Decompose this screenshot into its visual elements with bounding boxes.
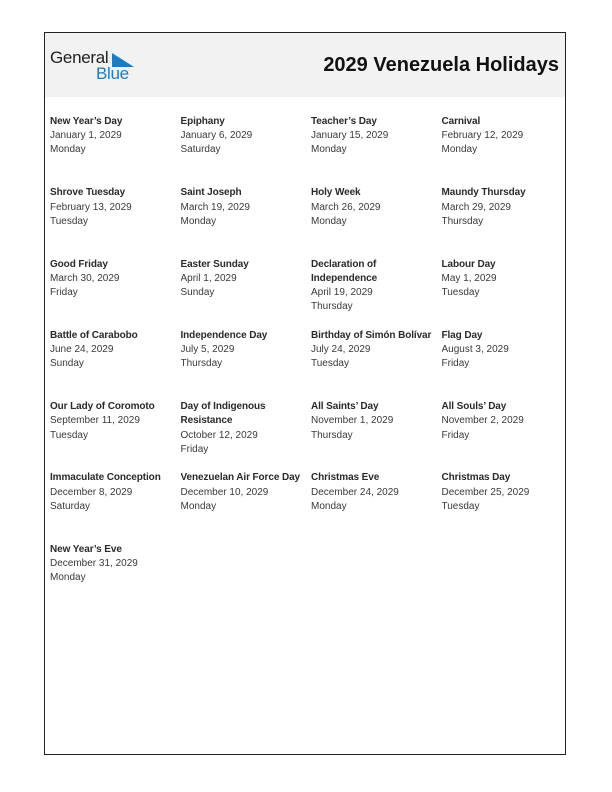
- holiday-name: Independence Day: [180, 329, 268, 341]
- holiday-date: September 11, 2029: [50, 415, 140, 427]
- calendar-page: [44, 32, 566, 755]
- holiday-name: Battle of Carabobo: [50, 329, 138, 341]
- holiday-weekday: Thursday: [311, 301, 353, 313]
- holiday-name: Shrove Tuesday: [50, 187, 126, 199]
- holiday-item: [442, 329, 565, 400]
- holiday-date: January 1, 2029: [50, 130, 122, 142]
- holiday-date: November 1, 2029: [311, 415, 394, 427]
- holiday-weekday: Monday: [311, 500, 347, 512]
- holiday-weekday: Tuesday: [50, 429, 88, 441]
- holiday-name: Saint Joseph: [180, 187, 242, 199]
- holiday-item: [50, 471, 181, 542]
- holiday-item: [50, 186, 181, 257]
- holiday-list: [50, 115, 565, 614]
- holiday-date: December 10, 2029: [180, 486, 269, 498]
- holiday-name: Teacher’s Day: [311, 116, 377, 127]
- holiday-weekday: Thursday: [441, 215, 484, 227]
- holiday-date: August 3, 2029: [441, 344, 509, 356]
- holiday-item: [311, 186, 442, 257]
- holiday-item: [50, 543, 181, 614]
- holiday-date: February 12, 2029: [441, 130, 524, 142]
- holiday-name: Good Friday: [50, 258, 108, 270]
- page-title: 2029 Venezuela Holidays: [323, 54, 559, 76]
- holiday-item: [50, 115, 181, 186]
- holiday-name: Christmas Day: [441, 472, 511, 484]
- holiday-date: December 24, 2029: [311, 486, 399, 498]
- holiday-weekday: Tuesday: [441, 500, 480, 512]
- holiday-name: All Souls’ Day: [441, 401, 507, 413]
- holiday-date: July 24, 2029: [311, 344, 371, 356]
- holiday-date: October 12, 2029: [180, 429, 258, 441]
- holiday-date: December 31, 2029: [50, 557, 138, 569]
- holiday-date: June 24, 2029: [50, 344, 114, 356]
- holiday-item: [181, 329, 312, 400]
- holiday-name: Flag Day: [441, 329, 483, 341]
- generalblue-logo: [50, 48, 140, 84]
- holiday-date: December 25, 2029: [441, 486, 530, 498]
- holiday-date: January 15, 2029: [311, 130, 389, 142]
- holiday-weekday: Friday: [50, 287, 78, 298]
- holiday-date: January 6, 2029: [180, 130, 253, 142]
- holiday-date: March 29, 2029: [441, 201, 511, 213]
- holiday-weekday: Monday: [180, 215, 217, 227]
- holiday-weekday: Friday: [180, 443, 209, 455]
- holiday-weekday: Tuesday: [311, 358, 349, 370]
- holiday-weekday: Monday: [311, 215, 347, 227]
- holiday-date: March 19, 2029: [180, 201, 250, 213]
- holiday-name: Day of Indigenous Resistance: [180, 401, 266, 427]
- holiday-date: March 26, 2029: [311, 201, 381, 213]
- holiday-weekday: Monday: [441, 144, 478, 156]
- holiday-name: Easter Sunday: [180, 258, 249, 270]
- holiday-weekday: Friday: [441, 358, 470, 370]
- holiday-weekday: Sunday: [50, 358, 84, 370]
- holiday-weekday: Monday: [50, 572, 86, 584]
- holiday-weekday: Thursday: [311, 429, 353, 441]
- holiday-item: [311, 400, 442, 471]
- holiday-item: [50, 400, 181, 471]
- holiday-name: Immaculate Conception: [50, 472, 161, 484]
- holiday-item: [311, 329, 442, 400]
- holiday-date: December 8, 2029: [50, 486, 133, 498]
- holiday-weekday: Saturday: [50, 500, 91, 512]
- holiday-weekday: Monday: [180, 500, 217, 512]
- holiday-item: [311, 471, 442, 542]
- holiday-date: April 19, 2029: [311, 287, 373, 298]
- holiday-item: [181, 186, 312, 257]
- holiday-item: [442, 471, 565, 542]
- holiday-name: Epiphany: [180, 116, 225, 127]
- page-header: [45, 33, 565, 97]
- holiday-date: April 1, 2029: [180, 272, 237, 284]
- holiday-weekday: Monday: [311, 144, 347, 156]
- holiday-item: [50, 258, 181, 329]
- holiday-weekday: Friday: [441, 429, 470, 441]
- holiday-item: [50, 329, 181, 400]
- holiday-item: [442, 258, 565, 329]
- holiday-name: New Year’s Eve: [50, 543, 122, 555]
- holiday-weekday: Saturday: [180, 144, 221, 156]
- holiday-date: May 1, 2029: [441, 272, 497, 284]
- holiday-name: Our Lady of Coromoto: [50, 401, 155, 413]
- holiday-date: March 30, 2029: [50, 272, 120, 284]
- holiday-name: Maundy Thursday: [441, 187, 526, 199]
- holiday-name: Carnival: [441, 116, 481, 127]
- holiday-name: All Saints’ Day: [311, 401, 379, 413]
- holiday-date: July 5, 2029: [180, 344, 235, 356]
- holiday-item: [181, 400, 312, 471]
- holiday-item: [181, 258, 312, 329]
- holiday-weekday: Sunday: [180, 287, 215, 298]
- holiday-name: Holy Week: [311, 187, 361, 199]
- holiday-item: [181, 115, 312, 186]
- holiday-name: Birthday of Simón Bolívar: [311, 329, 432, 341]
- holiday-weekday: Thursday: [180, 358, 223, 370]
- holiday-date: November 2, 2029: [441, 415, 524, 427]
- holiday-name: Venezuelan Air Force Day: [180, 472, 300, 484]
- holiday-item: [442, 400, 565, 471]
- holiday-item: [442, 186, 565, 257]
- logo-word-blue: Blue: [96, 64, 129, 83]
- logo-word-general: General: [50, 48, 109, 67]
- holiday-item: [311, 258, 442, 329]
- holiday-weekday: Tuesday: [441, 287, 480, 298]
- holiday-weekday: Tuesday: [50, 215, 88, 227]
- holiday-name: Labour Day: [441, 258, 496, 270]
- holiday-item: [311, 115, 442, 186]
- holiday-weekday: Monday: [50, 144, 86, 156]
- holiday-item: [442, 115, 565, 186]
- holiday-date: February 13, 2029: [50, 201, 132, 213]
- holiday-name: Declaration of Independence: [311, 258, 378, 284]
- holiday-name: Christmas Eve: [311, 472, 380, 484]
- holiday-item: [181, 471, 312, 542]
- holiday-name: New Year’s Day: [50, 116, 123, 127]
